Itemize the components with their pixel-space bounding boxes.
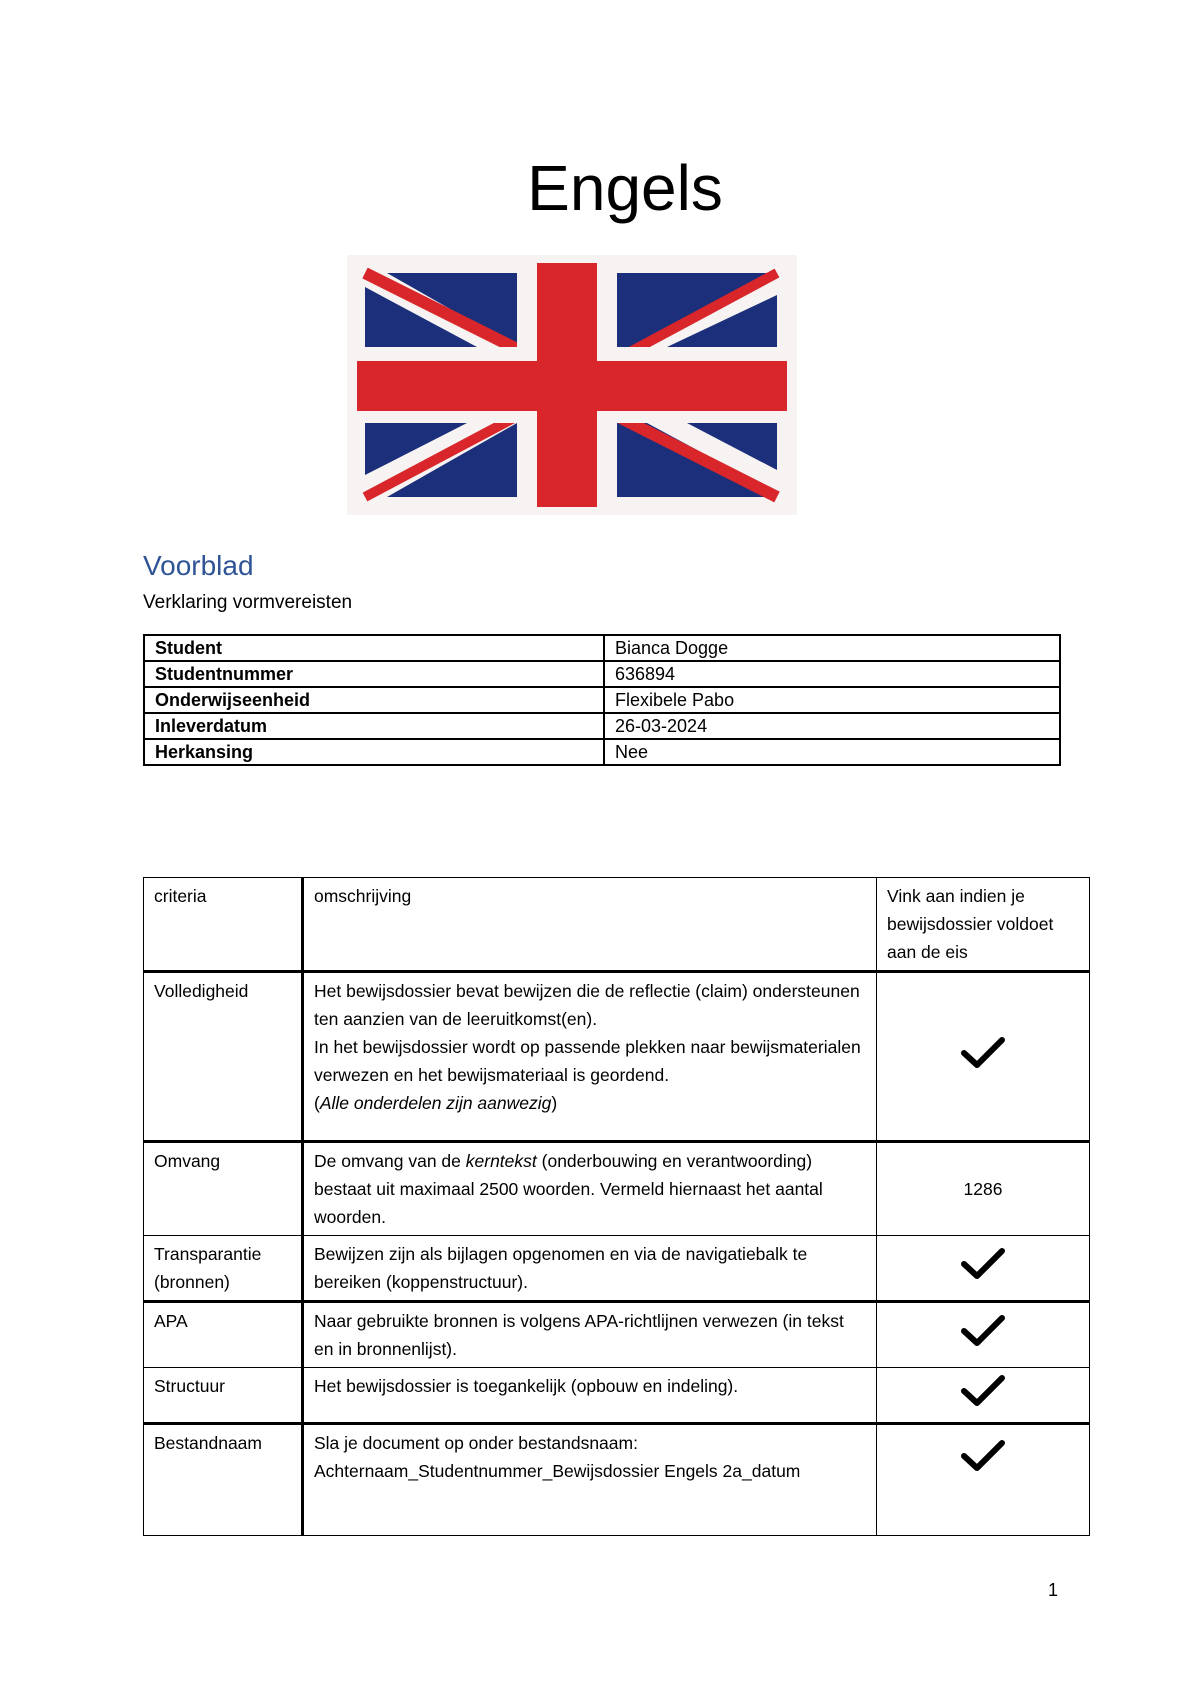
info-label: Student [144, 635, 604, 661]
description-cell: Naar gebruikte bronnen is volgens APA-richtlijnen verwezen (in tekst en in bronnenlijst). [303, 1302, 877, 1368]
description-text: (onderbouwing en verantwoording) bestaat uit maximaal 2500 woorden. Vermeld hiernaast het aantal woorden. [314, 1151, 823, 1227]
description-cell [303, 1142, 877, 1236]
table-row [144, 1368, 1090, 1424]
info-value: 26-03-2024 [604, 713, 1060, 739]
table-row [144, 1302, 1090, 1368]
table-row [144, 713, 1060, 739]
description-cell [303, 1424, 877, 1536]
table-row [144, 972, 1090, 1142]
header-check: Vink aan indien je bewijsdossier voldoet aan de eis [877, 878, 1090, 972]
table-header-row [144, 878, 1090, 972]
table-row [144, 1236, 1090, 1302]
check-cell [877, 1424, 1090, 1536]
description-cell: Bewijzen zijn als bijlagen opgenomen en via de navigatiebalk te bereiken (koppenstructuur). [303, 1236, 877, 1302]
info-value: Flexibele Pabo [604, 687, 1060, 713]
checkmark-icon [961, 1439, 1005, 1473]
criterium-cell: APA [144, 1302, 303, 1368]
info-value: Bianca Dogge [604, 635, 1060, 661]
description-italic: kerntekst [465, 1151, 537, 1171]
criterium-cell: Volledigheid [144, 972, 303, 1142]
info-label: Onderwijseenheid [144, 687, 604, 713]
checkmark-icon [961, 1247, 1005, 1281]
description-text: Achternaam_Studentnummer_Bewijsdossier Engels 2a_datum [314, 1461, 801, 1481]
criterium-cell: Structuur [144, 1368, 303, 1424]
description-text: Sla je document op onder bestandsnaam: [314, 1433, 638, 1453]
table-row [144, 661, 1060, 687]
info-label: Inleverdatum [144, 713, 604, 739]
check-cell [877, 972, 1090, 1142]
section-heading: Voorblad [143, 550, 254, 581]
criterium-cell: Transparantie (bronnen) [144, 1236, 303, 1302]
checkmark-icon [961, 1374, 1005, 1408]
table-row [144, 635, 1060, 661]
page-number: 1 [1048, 1580, 1059, 1600]
union-jack-flag-icon [347, 255, 797, 515]
info-value: Nee [604, 739, 1060, 765]
criterium-cell: Bestandnaam [144, 1424, 303, 1536]
checkmark-icon [961, 1314, 1005, 1348]
table-row [144, 687, 1060, 713]
check-cell [877, 1236, 1090, 1302]
description-text: De omvang van de [314, 1151, 466, 1171]
info-label: Herkansing [144, 739, 604, 765]
info-label: Studentnummer [144, 661, 604, 687]
description-text: In het bewijsdossier wordt op passende plekken naar bewijsmaterialen verwezen en het bewijsmateriaal is geordend. [314, 1037, 861, 1085]
section-subtitle: Verklaring vormvereisten [143, 592, 353, 613]
check-cell [877, 1368, 1090, 1424]
description-cell: Het bewijsdossier bevat bewijzen die de reflectie (claim) ondersteunen ten aanzien van de leeruitkomst(en). In het bewijsdossier wordt op passende plekken naar bewijsmaterialen verwezen en het bewijsmateriaal is geordend. (Alle onderdelen zijn aanwezig) [303, 972, 877, 1142]
info-value: 636894 [604, 661, 1060, 687]
criteria-table [143, 877, 1090, 1536]
check-cell [877, 1302, 1090, 1368]
description-cell: Het bewijsdossier is toegankelijk (opbouw en indeling). [303, 1368, 877, 1424]
table-row [144, 1424, 1090, 1536]
header-criteria: criteria [144, 878, 303, 972]
criterium-cell: Omvang [144, 1142, 303, 1236]
table-row [144, 739, 1060, 765]
word-count-cell: 1286 [877, 1142, 1090, 1236]
description-text: Het bewijsdossier bevat bewijzen die de reflectie (claim) ondersteunen ten aanzien van de leeruitkomst(en). [314, 981, 860, 1029]
checkmark-icon [961, 1036, 1005, 1070]
document-title: Engels [527, 152, 723, 224]
table-row [144, 1142, 1090, 1236]
description-italic: Alle onderdelen zijn aanwezig [319, 1093, 552, 1113]
student-info-table [143, 634, 1061, 766]
header-omschrijving: omschrijving [303, 878, 877, 972]
